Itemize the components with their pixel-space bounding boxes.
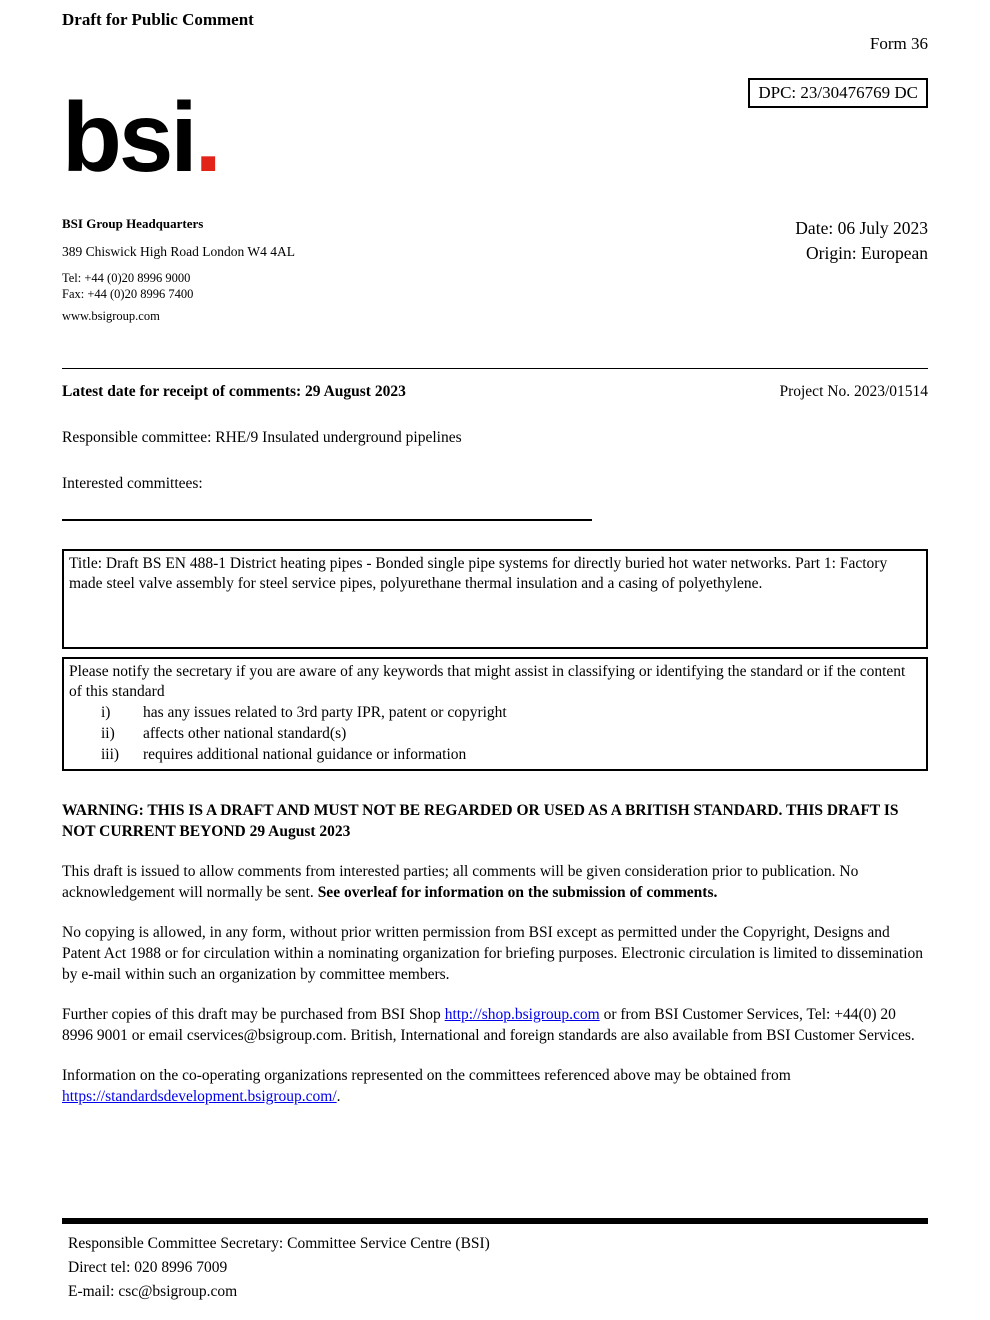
hq-website: www.bsigroup.com xyxy=(62,308,160,323)
latest-comments-date: Latest date for receipt of comments: 29 August 2023 xyxy=(62,382,406,400)
header-right-stack xyxy=(748,10,928,108)
cooperating-orgs-text-before: Information on the co-operating organizations represented on the committees referenced above may be obtained from xyxy=(62,1066,791,1084)
hq-fax: Fax: +44 (0)20 8996 7400 xyxy=(62,287,194,302)
horizontal-rule-committees xyxy=(62,519,592,521)
committee-secretary: Responsible Committee Secretary: Committee Service Centre (BSI) xyxy=(68,1235,490,1252)
draft-warning-text: WARNING: THIS IS A DRAFT AND MUST NOT BE REGARDED OR USED AS A BRITISH STANDARD. THIS DRAFT IS NOT CURRENT BEYOND 29 August 2023 xyxy=(62,802,899,841)
footer-divider-bar xyxy=(62,1218,928,1224)
form-number: Form 36 xyxy=(869,34,928,53)
draft-status-heading: Draft for Public Comment xyxy=(62,10,254,29)
page-footer xyxy=(62,1218,928,1304)
horizontal-rule-top xyxy=(62,368,928,369)
date-origin-block xyxy=(795,216,928,324)
bsi-shop-link[interactable]: http://shop.bsigroup.com xyxy=(444,1005,600,1023)
paragraph-cooperating-orgs xyxy=(62,1065,928,1108)
document-origin: Origin: European xyxy=(806,243,928,264)
paragraph-copyright-notice: No copying is allowed, in any form, without prior written permission from BSI except as permitted under the Copyright, Designs and Patent Act 1988 or for circulation within a nominating organization for briefing purposes. Electronic circulation is limited to dissemination by e-mail within such an organization by committee members. xyxy=(62,923,924,984)
keywords-item-label: iii) xyxy=(101,746,120,764)
footer-contact-block xyxy=(62,1232,928,1304)
responsible-committee: Responsible committee: RHE/9 Insulated underground pipelines xyxy=(62,428,462,446)
hq-tel: Tel: +44 (0)20 8996 9000 xyxy=(62,271,191,285)
keywords-item xyxy=(69,745,921,766)
keywords-intro: Please notify the secretary if you are aware of any keywords that might assist in classifying or identifying the standard or if the content of this standard xyxy=(69,662,906,701)
footer-direct-tel: Direct tel: 020 8996 7009 xyxy=(68,1259,228,1277)
standard-title-box: Title: Draft BS EN 488-1 District heating pipes - Bonded single pipe systems for directly buried hot water networks. Part 1: Factory made steel valve assembly for steel service pipes, polyurethane thermal insulation and a casing of polyethylene. xyxy=(62,549,928,649)
keywords-item-text: requires additional national guidance or information xyxy=(143,746,467,764)
dpc-number-box: DPC: 23/30476769 DC xyxy=(748,78,928,108)
project-number: Project No. 2023/01514 xyxy=(779,382,928,400)
keywords-notice-box xyxy=(62,657,928,772)
hq-name: BSI Group Headquarters xyxy=(62,216,204,231)
cooperating-orgs-text-after: . xyxy=(336,1087,341,1105)
keywords-item-label: i) xyxy=(101,704,111,722)
keywords-item-text: has any issues related to 3rd party IPR, patent or copyright xyxy=(143,704,507,722)
footer-email: E-mail: csc@bsigroup.com xyxy=(68,1283,238,1301)
standards-development-link[interactable]: https://standardsdevelopment.bsigroup.com/ xyxy=(62,1087,337,1105)
paragraph-purchase-info xyxy=(62,1004,928,1047)
interested-committees-label: Interested committees: xyxy=(62,474,203,492)
address-block xyxy=(62,216,295,324)
keywords-item xyxy=(69,724,921,745)
bsi-logo-text: bsi xyxy=(62,82,195,192)
purchase-info-text-before: Further copies of this draft may be purchased from BSI Shop xyxy=(62,1005,445,1023)
hq-street: 389 Chiswick High Road London W4 4AL xyxy=(62,244,295,259)
see-overleaf-note: See overleaf for information on the submission of comments. xyxy=(317,884,718,902)
comments-deadline-row xyxy=(62,383,928,401)
comments-policy-text: This draft is issued to allow comments from interested parties; all comments will be given consideration prior to publication. No acknowledgement will normally be sent. xyxy=(62,862,859,902)
purchase-info-text-after: or from BSI Customer Services, Tel: +44(0) 20 8996 9001 or email cservices@bsigroup.com. British, International and foreign standards are also available from BSI Customer Services. xyxy=(62,1005,915,1045)
paragraph-comments-policy xyxy=(62,861,928,904)
keywords-item-label: ii) xyxy=(101,725,115,743)
keywords-item-text: affects other national standard(s) xyxy=(143,725,347,743)
address-meta-row xyxy=(62,216,928,324)
bsi-logo-red-dot: . xyxy=(194,82,219,192)
keywords-item xyxy=(69,703,921,724)
document-date: Date: 06 July 2023 xyxy=(795,218,928,238)
